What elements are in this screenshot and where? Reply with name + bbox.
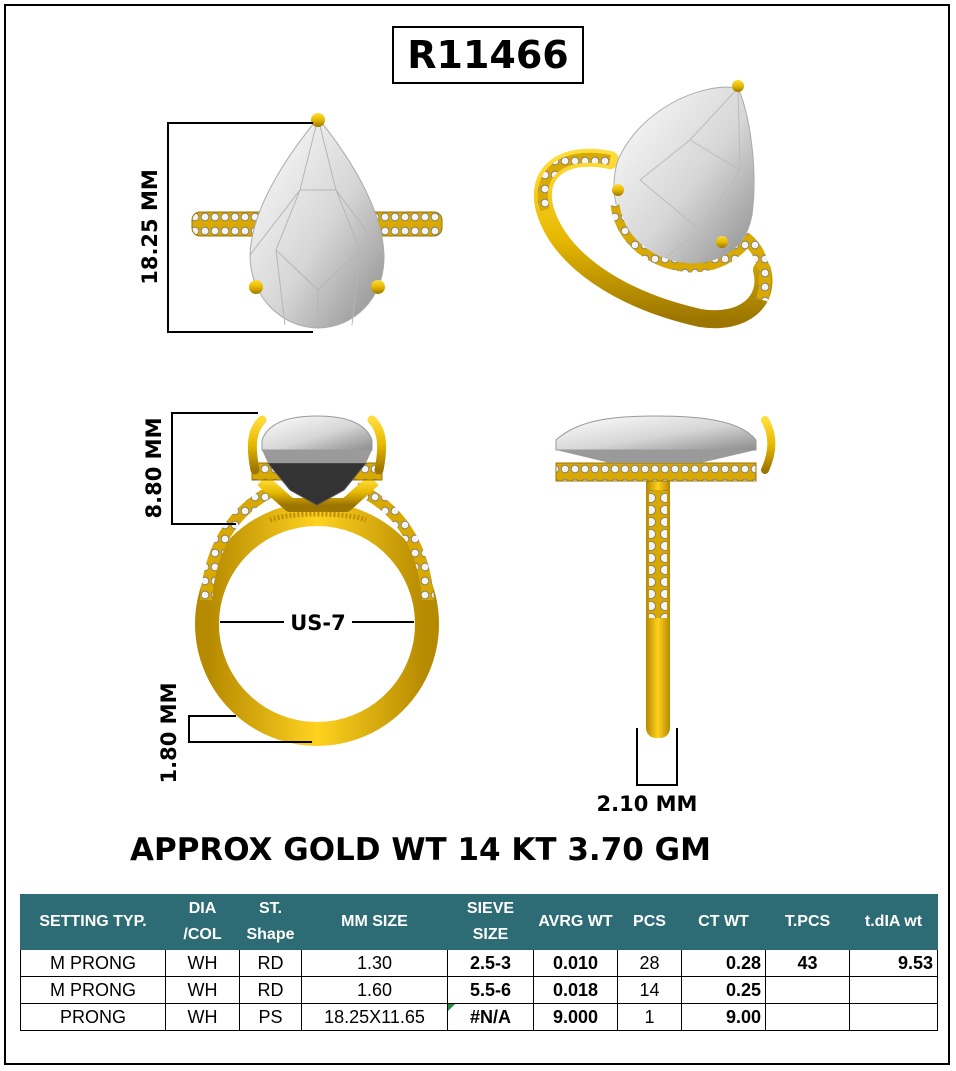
front-view	[142, 413, 428, 783]
stone-spec-table	[20, 894, 938, 1031]
table-row	[21, 950, 938, 977]
cell-avg-weight: 0.018	[534, 977, 618, 1004]
cell-sieve-size: 2.5-3	[448, 950, 534, 977]
col-avg-weight: AVRG WT	[534, 895, 618, 950]
shank-width-label: 2.10 MM	[596, 792, 698, 816]
cell-total-pieces: 43	[766, 950, 850, 977]
cell-setting-type: M PRONG	[21, 950, 166, 977]
top-view	[138, 113, 442, 332]
cell-setting-type: PRONG	[21, 1004, 166, 1031]
cell-total-dia-weight: 9.53	[850, 950, 938, 977]
table-row	[21, 1004, 938, 1031]
gold-weight-title: APPROX GOLD WT 14 KT 3.70 GM	[130, 832, 711, 868]
cell-total-pieces	[766, 977, 850, 1004]
col-dia-color: DIA /COL	[166, 895, 240, 950]
cell-mm-size: 1.60	[302, 977, 448, 1004]
stone-length-label: 18.25 MM	[138, 169, 162, 285]
table-header-row	[21, 895, 938, 950]
table-row	[21, 977, 938, 1004]
col-pieces: PCS	[618, 895, 682, 950]
cell-avg-weight: 0.010	[534, 950, 618, 977]
product-code: R11466	[392, 26, 584, 84]
cell-total-pieces	[766, 1004, 850, 1031]
cell-sieve-size: 5.5-6	[448, 977, 534, 1004]
cell-dia-color: WH	[166, 950, 240, 977]
cell-carat-weight: 0.28	[682, 950, 766, 977]
cell-dia-color: WH	[166, 1004, 240, 1031]
cell-pieces: 14	[618, 977, 682, 1004]
col-total-pieces: T.PCS	[766, 895, 850, 950]
cell-carat-weight: 9.00	[682, 1004, 766, 1031]
cell-avg-weight: 9.000	[534, 1004, 618, 1031]
cell-pieces: 1	[618, 1004, 682, 1031]
setting-height-label: 8.80 MM	[142, 417, 166, 519]
cell-setting-type: M PRONG	[21, 977, 166, 1004]
cell-sieve-size: #N/A	[448, 1004, 534, 1031]
cell-stone-shape: PS	[240, 1004, 302, 1031]
cell-stone-shape: RD	[240, 950, 302, 977]
cell-carat-weight: 0.25	[682, 977, 766, 1004]
shank-thickness-label: 1.80 MM	[157, 682, 181, 784]
col-sieve-size: SIEVE SIZE	[448, 895, 534, 950]
cell-pieces: 28	[618, 950, 682, 977]
cell-mm-size: 18.25X11.65	[302, 1004, 448, 1031]
col-setting-type: SETTING TYP.	[21, 895, 166, 950]
col-carat-weight: CT WT	[682, 895, 766, 950]
cell-total-dia-weight	[850, 977, 938, 1004]
col-stone-shape: ST. Shape	[240, 895, 302, 950]
ring-size-label: US-7	[290, 611, 346, 635]
cell-dia-color: WH	[166, 977, 240, 1004]
cell-mm-size: 1.30	[302, 950, 448, 977]
cell-stone-shape: RD	[240, 977, 302, 1004]
perspective-view	[543, 80, 765, 319]
cell-total-dia-weight	[850, 1004, 938, 1031]
side-view	[556, 416, 771, 816]
col-mm-size: MM SIZE	[302, 895, 448, 950]
col-total-dia-weight: t.dIA wt	[850, 895, 938, 950]
